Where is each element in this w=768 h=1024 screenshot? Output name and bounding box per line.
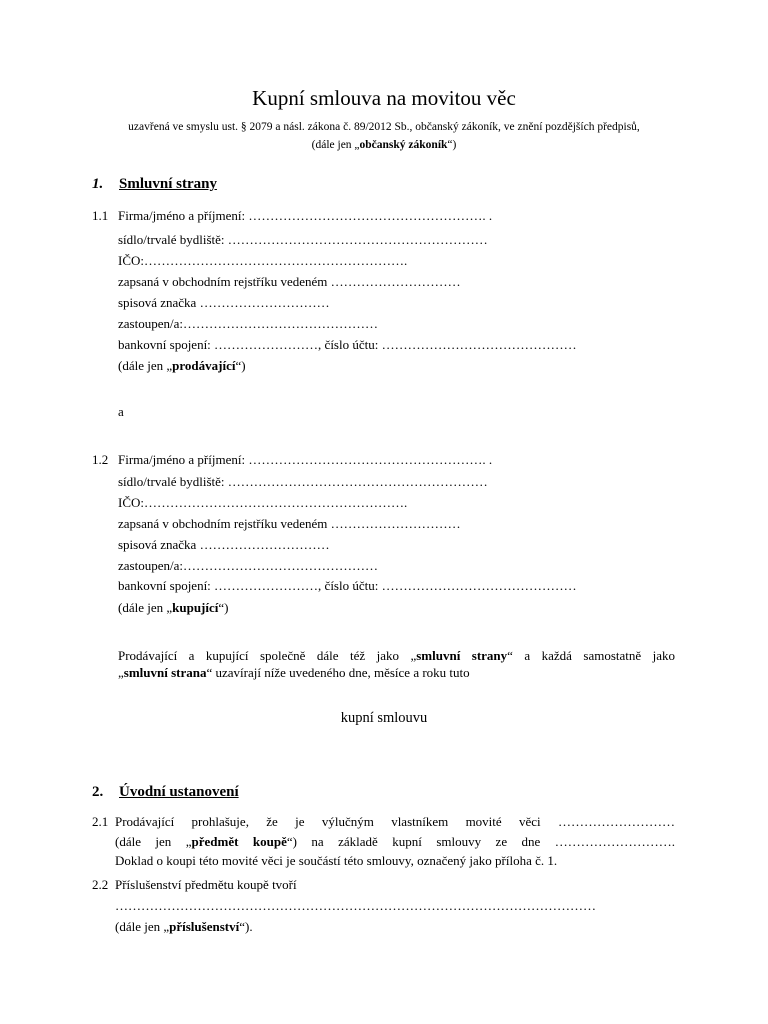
subtitle-line-1: uzavřená ve smyslu ust. § 2079 a násl. zákona č. 89/2012 Sb., občanský zákoník, ve znění pozdějších předpisů, bbox=[128, 121, 640, 133]
party2-ico-field: IČO:……………………………………………………. bbox=[118, 495, 408, 510]
section-title: Smluvní strany bbox=[119, 176, 217, 192]
party2-alias: (dále jen „kupující“) bbox=[118, 600, 229, 615]
section-title: Úvodní ustanovení bbox=[119, 784, 239, 800]
party1-bank-field: bankovní spojení: ……………………, číslo účtu: ……………………………………… bbox=[118, 337, 577, 352]
joint-paragraph-line-1: Prodávající a kupující společně dále též jako „smluvní strany“ a každá samostatně jako bbox=[118, 648, 675, 663]
party2-register-field: zapsaná v obchodním rejstříku vedeném ………………………… bbox=[118, 516, 461, 531]
document-subtitle bbox=[0, 118, 768, 154]
party1-file-field: spisová značka ………………………… bbox=[118, 295, 330, 310]
clause-2-1-line-3: Doklad o koupi této movité věci je součástí této smlouvy, označený jako příloha č. 1. bbox=[115, 853, 558, 868]
clause-number-1-1: 1.1 bbox=[92, 208, 109, 223]
joint-paragraph-line-2: „smluvní strana“ uzavírají níže uvedeného dne, měsíce a roku tuto bbox=[118, 665, 470, 680]
party2-name-field: Firma/jméno a příjmení: ………………………………………………. . bbox=[118, 452, 493, 467]
section-heading-1 bbox=[92, 176, 217, 193]
contract-label: kupní smlouvu bbox=[340, 710, 428, 726]
section-number: 2. bbox=[92, 784, 104, 800]
section-number: 1. bbox=[92, 176, 104, 192]
clause-number-2-2: 2.2 bbox=[92, 877, 109, 892]
party1-register-field: zapsaná v obchodním rejstříku vedeném ………………………… bbox=[118, 274, 461, 289]
subtitle-line-2: (dále jen „občanský zákoník“) bbox=[311, 139, 457, 151]
party2-address-field: sídlo/trvalé bydliště: …………………………………………………… bbox=[118, 474, 488, 489]
clause-number-2-1: 2.1 bbox=[92, 814, 109, 829]
party2-bank-field: bankovní spojení: ……………………, číslo účtu: ……………………………………… bbox=[118, 578, 577, 593]
party2-file-field: spisová značka ………………………… bbox=[118, 537, 330, 552]
party1-address-field: sídlo/trvalé bydliště: …………………………………………………… bbox=[118, 232, 488, 247]
party2-representative-field: zastoupen/a:……………………………………… bbox=[118, 558, 378, 573]
clause-2-1-line-1: Prodávající prohlašuje, že je výlučným vlastníkem movité věci ……………………… bbox=[115, 814, 675, 829]
clause-number-1-2: 1.2 bbox=[92, 452, 109, 467]
connector-text: a bbox=[118, 404, 124, 419]
party1-representative-field: zastoupen/a:……………………………………… bbox=[118, 316, 378, 331]
party1-ico-field: IČO:……………………………………………………. bbox=[118, 253, 408, 268]
section-heading-2 bbox=[92, 784, 239, 801]
document-title: Kupní smlouva na movitou věc bbox=[252, 86, 516, 110]
party1-name-field: Firma/jméno a příjmení: ………………………………………………. . bbox=[118, 208, 493, 223]
clause-2-2-line-3: (dále jen „příslušenství“). bbox=[115, 919, 253, 934]
party1-alias: (dále jen „prodávající“) bbox=[118, 358, 246, 373]
clause-2-2-line-2: ………………………………………………………………………………………………… bbox=[115, 898, 596, 913]
clause-2-1-line-2: (dále jen „předmět koupě“) na základě kupní smlouvy ze dne ………………………. bbox=[115, 834, 676, 849]
clause-2-2-line-1: Příslušenství předmětu koupě tvoří bbox=[115, 877, 297, 892]
